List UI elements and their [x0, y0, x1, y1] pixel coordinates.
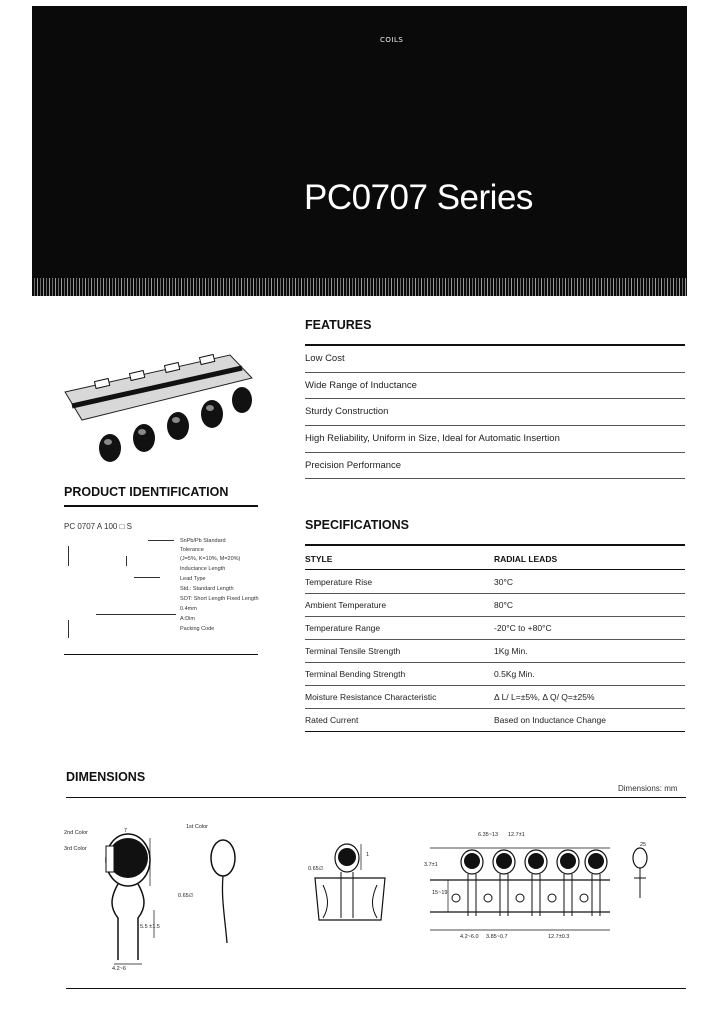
product-code: PC 0707 A 100 □ S	[64, 522, 132, 531]
pid-item: SOT: Short Length Fixed Length	[180, 596, 259, 602]
spec-label: Terminal Bending Strength	[305, 669, 406, 679]
coil-side-drawing	[205, 838, 245, 948]
label-dim-0650: 0.65∅	[308, 866, 324, 872]
spec-divider	[305, 616, 685, 617]
features-heading: FEATURES	[305, 318, 372, 332]
label-dim-1: 1	[366, 852, 370, 858]
spec-value: 0.5Kg Min.	[494, 669, 535, 679]
product-photo	[60, 350, 260, 470]
spec-divider	[305, 662, 685, 663]
feature-item: Wide Range of Inductance	[305, 380, 417, 391]
series-title: PC0707 Series	[304, 178, 533, 217]
label-tape-1519: 15~19	[432, 890, 448, 896]
spec-value: 30°C	[494, 577, 513, 587]
label-dim-55: 5.5 ±1.5	[140, 924, 160, 930]
dimensions-heading: DIMENSIONS	[66, 770, 146, 784]
label-reel-25: 25	[640, 842, 647, 848]
label-dim-426: 4.2~6	[112, 966, 126, 972]
feature-divider	[305, 372, 685, 373]
label-second-color: 2nd Color	[64, 830, 88, 836]
spec-label: Terminal Tensile Strength	[305, 646, 401, 656]
spec-value: 80°C	[494, 600, 513, 610]
spec-value: -20°C to +80°C	[494, 623, 552, 633]
coil-front-drawing	[100, 820, 180, 970]
pid-connector	[148, 540, 174, 541]
pid-item: Std.: Standard Length	[180, 586, 234, 592]
tape-reel-drawing	[420, 838, 620, 938]
spec-divider	[305, 569, 685, 570]
feature-item: Precision Performance	[305, 460, 402, 471]
specifications-rule	[305, 544, 685, 546]
label-tape-127b: 12.7±0.3	[548, 934, 570, 940]
feature-divider	[305, 425, 685, 426]
spec-divider	[305, 639, 685, 640]
spec-bottom-rule	[305, 731, 685, 732]
spec-divider	[305, 685, 685, 686]
tape-side-drawing	[626, 838, 656, 908]
pid-item: SnPb/Pb Standard	[180, 538, 226, 544]
features-rule	[305, 344, 685, 346]
product-id-bottom-rule	[64, 654, 258, 655]
spec-label: Ambient Temperature	[305, 600, 387, 610]
specifications-heading: SPECIFICATIONS	[305, 518, 409, 532]
feature-divider	[305, 398, 685, 399]
product-id-rule	[64, 505, 258, 507]
pid-connector	[134, 577, 160, 578]
label-tape-127a: 12.7±1	[508, 832, 525, 838]
spec-label: Rated Current	[305, 715, 359, 725]
dimensions-note: Dimensions: mm	[618, 784, 678, 793]
taped-coils	[461, 850, 607, 874]
label-third-color: 3rd Color	[64, 846, 87, 852]
label-dim-7: 7	[124, 828, 128, 834]
spec-value: 1Kg Min.	[494, 646, 528, 656]
pid-item: Lead Type	[180, 576, 206, 582]
feature-divider	[305, 452, 685, 453]
feature-item: Sturdy Construction	[305, 406, 389, 417]
spec-divider	[305, 708, 685, 709]
feature-item: Low Cost	[305, 353, 345, 364]
banner-speckle	[32, 278, 687, 296]
spec-col-style: STYLE	[305, 554, 333, 564]
label-tape-pitch: 6.35~13	[478, 832, 499, 838]
spec-divider	[305, 593, 685, 594]
pid-item: Inductance Length	[180, 566, 226, 572]
spec-label: Moisture Resistance Characteristic	[305, 692, 437, 702]
label-dim-065: 0.65∅	[178, 893, 194, 899]
spec-label: Temperature Rise	[305, 577, 373, 587]
spec-value: Based on Inductance Change	[494, 715, 607, 725]
footer-rule	[66, 988, 686, 989]
pid-item: Packing Code	[180, 626, 215, 632]
header-banner	[32, 6, 687, 296]
pid-connector	[126, 556, 127, 566]
feature-divider	[305, 478, 685, 479]
label-tape-385: 3.85~0.7	[486, 934, 508, 940]
pid-item: (J=5%, K=10%, M=20%)	[180, 556, 241, 562]
spec-col-value: RADIAL LEADS	[494, 554, 558, 564]
pid-connector	[68, 546, 69, 566]
sprocket-holes	[452, 894, 588, 902]
coil-taped-drawing	[305, 830, 395, 925]
label-tape-426: 4.2~6.0	[460, 934, 479, 940]
label-tape-37: 3.7±1	[424, 862, 438, 868]
product-id-heading: PRODUCT IDENTIFICATION	[64, 485, 229, 499]
pid-item: 0.4mm	[180, 606, 197, 612]
pid-connector	[68, 620, 69, 638]
spec-value: Δ L/ L=±5%, Δ Q/ Q=±25%	[494, 692, 595, 702]
pid-connector	[96, 614, 176, 615]
dimensions-rule	[66, 797, 686, 798]
pid-item: A:Dim	[180, 616, 195, 622]
label-first-color: 1st Color	[186, 824, 209, 830]
tape-strip	[65, 355, 252, 420]
spec-label: Temperature Range	[305, 623, 381, 633]
feature-item: High Reliability, Uniform in Size, Ideal for Automatic Insertion	[305, 433, 560, 444]
pid-item: Tolerance	[180, 547, 204, 553]
category-label: COILS	[380, 36, 404, 44]
